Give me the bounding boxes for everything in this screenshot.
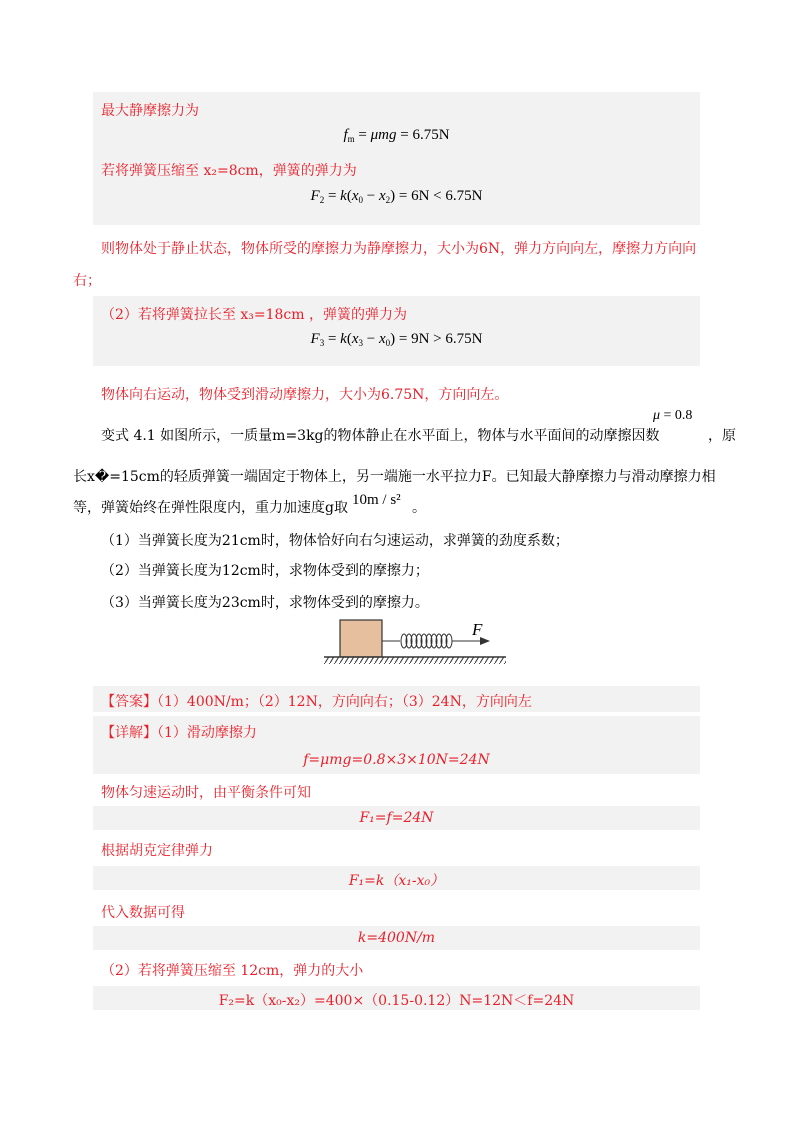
spring-coil [382,634,482,648]
question-2: （2）当弹簧长度为12cm时，求物体受到的摩擦力； [101,563,429,579]
question-1: （1）当弹簧长度为21cm时，物体恰好向右匀速运动，求弹簧的劲度系数； [101,533,569,549]
detail-eq-2-bg [93,806,700,830]
detail-eq-2: F₁=f=24N [359,810,434,826]
block-mass [340,620,382,657]
problem-line-3b: 。 [412,500,426,516]
detail-eq-1: f=μmg=0.8×3×10N=24N [303,752,490,768]
detail-eq-4-bg [93,926,700,950]
text-static-state-end: 右； [73,273,101,289]
text-sliding-friction: 物体向右运动，物体受到滑动摩擦力，大小为6.75N，方向向左。 [101,387,509,403]
detail-eq-3: F₁=k（x₁-x₀） [348,873,445,889]
problem-line-1: 变式 4.1 如图所示，一质量m=3kg的物体静止在水平面上，物体与水平面间的动摩擦因数 [101,428,660,444]
equation-f2: $F_2 = k(x_0 - x_2) = 6N < 6.75N$ [310,188,483,205]
question-3: （3）当弹簧长度为23cm时，求物体受到的摩擦力。 [101,595,429,611]
detail-eq-3-bg [93,866,700,890]
problem-line-3a: 等，弹簧始终在弹性限度内，重力加速度g取 [73,500,348,516]
detail-text-4: 代入数据可得 [101,905,185,921]
detail-text-5: （2）若将弹簧压缩至 12cm，弹力的大小 [101,963,364,979]
detail-text-2: 物体匀速运动时，由平衡条件可知 [101,785,311,801]
solution-block-1 [93,92,700,225]
solution-block-2 [93,296,700,366]
detail-eq-5: F₂=k（x₀-x₂）=400×（0.15-0.12）N=12N＜f=24N [218,993,575,1009]
detail-eq-5-bg [93,986,700,1010]
equation-fm: $f_m = \mu mg = 6.75N$ [343,127,450,144]
answer-tag: 【答案】 [101,694,157,710]
detail-tag: 【详解】 [101,725,157,741]
equation-f3: $F_3 = k(x_3 - x_0) = 9N > 6.75N$ [310,331,483,348]
ground-hatch [324,657,506,664]
detail-text-1: （1）滑动摩擦力 [157,725,257,741]
detail-line-1 [101,722,257,742]
detail-block-1 [93,716,700,774]
detail-eq-4: k=400N/m [357,930,436,946]
text-stretch-18cm: （2）若将弹簧拉长至 x₃=18cm ，弹簧的弹力为 [101,307,407,323]
answer-block [93,686,700,712]
text-max-static-friction: 最大静摩擦力为 [101,103,199,119]
problem-line-2: 长x�=15cm的轻质弹簧一端固定于物体上，另一端施一水平拉力F。已知最大静摩擦力与滑动摩擦力相 [73,469,716,485]
mu-formula: μ = 0.8 [653,408,693,423]
text-compress-8cm: 若将弹簧压缩至 x₂=8cm，弹簧的弹力为 [101,163,357,179]
force-label: F [472,620,483,639]
spring-block-figure [320,615,510,665]
detail-text-3: 根据胡克定律弹力 [101,843,213,859]
problem-line-1-end: ，原 [708,428,736,444]
answer-line [101,691,532,711]
g-value: 10m / s² [352,492,401,508]
text-static-state: 则物体处于静止状态，物体所受的摩擦力为静摩擦力，大小为6N，弹力方向向左，摩擦力方向向 [101,241,697,257]
answer-text: （1）400N/m；（2）12N，方向向右；（3）24N，方向向左 [157,694,532,710]
